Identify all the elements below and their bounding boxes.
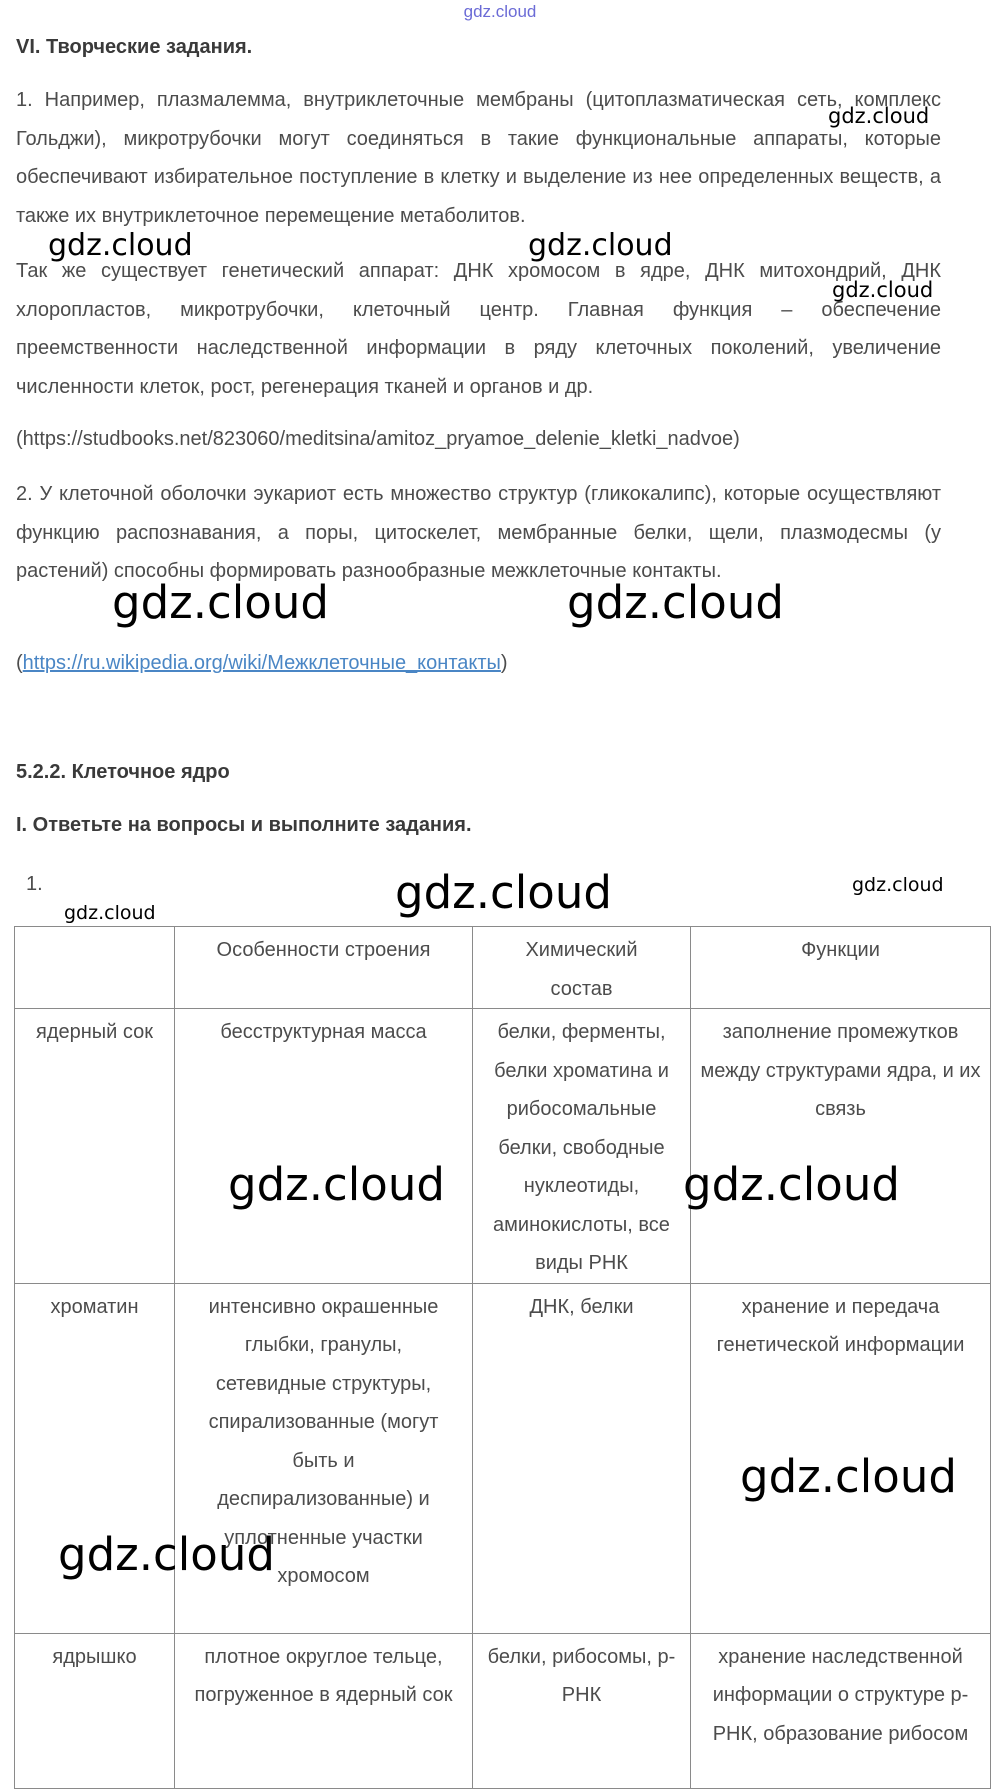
row-name-cell: ядерный сок	[15, 1009, 175, 1284]
wikipedia-link[interactable]: https://ru.wikipedia.org/wiki/Межклеточные_контакты	[22, 652, 501, 674]
structure-cell: бесструктурная масса	[175, 1009, 473, 1284]
header-cell-composition: Химический состав	[473, 927, 691, 1009]
watermark-label: gdz.cloud	[832, 278, 934, 302]
function-cell: заполнение промежутков между структурами ядра, и их связь	[691, 1009, 991, 1284]
watermark-label: gdz.cloud	[740, 1450, 957, 1503]
table-row	[15, 1633, 991, 1788]
watermark-label: gdz.cloud	[567, 576, 784, 629]
composition-cell: белки, ферменты, белки хроматина и рибосомальные белки, свободные нуклеотиды, аминокислоты, все виды РНК	[473, 1009, 691, 1284]
source-open-paren: (	[16, 652, 23, 674]
row-name-cell: ядрышко	[15, 1633, 175, 1788]
watermark-label: gdz.cloud	[112, 576, 329, 629]
header-cell-functions: Функции	[691, 927, 991, 1009]
header-cell-empty	[15, 927, 175, 1009]
header-cell-structure: Особенности строения	[175, 927, 473, 1009]
watermark-label: gdz.cloud	[852, 874, 944, 896]
table-header-row	[15, 927, 991, 1009]
watermark-label: gdz.cloud	[228, 1158, 445, 1211]
structure-cell: интенсивно окрашенные глыбки, гранулы, сетевидные структуры, спирализованные (могут быть и деспирализованные) и уплотненные участки хромосом	[175, 1283, 473, 1633]
row-name-cell: хроматин	[15, 1283, 175, 1633]
structure-cell: плотное округлое тельце, погруженное в ядерный сок	[175, 1633, 473, 1788]
function-cell: хранение и передача генетической информации	[691, 1283, 991, 1633]
watermark-label: gdz.cloud	[828, 104, 930, 128]
table-row	[15, 1009, 991, 1284]
watermark-label: gdz.cloud	[48, 228, 193, 263]
watermark-label: gdz.cloud	[64, 902, 156, 924]
nucleus-table	[14, 926, 991, 1789]
top-watermark: gdz.cloud	[463, 2, 537, 21]
section-522-title: 5.2.2. Клеточное ядро	[16, 761, 230, 783]
section-title: VI. Творческие задания.	[16, 36, 253, 58]
source-close-paren: )	[500, 652, 508, 674]
watermark-label: gdz.cloud	[683, 1158, 900, 1211]
paragraph-2: Так же существует генетический аппарат: ДНК хромосом в ядре, ДНК митохондрий, ДНК хлоропластов, микротрубочки, клеточный центр. Главная функция – обеспечение преемственности наследственной информации в ряду клеточных поколений, увеличение численности клеток, рост, регенерация тканей и органов и др.	[16, 260, 941, 398]
source-text-1: (https://studbooks.net/823060/meditsina/amitoz_pryamoe_delenie_kletki_nadvoe)	[16, 428, 740, 450]
item-number: 1.	[26, 873, 43, 895]
paragraph-3: 2. У клеточной оболочки эукариот есть множество структур (гликокалипс), которые осуществляют функцию распознавания, а поры, цитоскелет, мембранные белки, щели, плазмодесмы (у растений) способны формировать разнообразные межклеточные контакты.	[16, 483, 941, 582]
paragraph-1: 1. Например, плазмалемма, внутриклеточные мембраны (цитоплазматическая сеть, комплекс Гольджи), микротрубочки могут соединяться в такие функциональные аппараты, которые обеспечивают избирательное поступление в клетку и выделение из нее определенных веществ, а также их внутриклеточное перемещение метаболитов.	[16, 89, 941, 227]
function-cell: хранение наследственной информации о структуре р-РНК, образование рибосом	[691, 1633, 991, 1788]
source-line-2	[16, 652, 508, 675]
watermark-label: gdz.cloud	[58, 1528, 275, 1581]
section-522-subtitle: I. Ответьте на вопросы и выполните задания.	[16, 814, 472, 836]
composition-cell: белки, рибосомы, р-РНК	[473, 1633, 691, 1788]
watermark-label: gdz.cloud	[395, 866, 612, 919]
composition-cell: ДНК, белки	[473, 1283, 691, 1633]
watermark-label: gdz.cloud	[528, 228, 673, 263]
